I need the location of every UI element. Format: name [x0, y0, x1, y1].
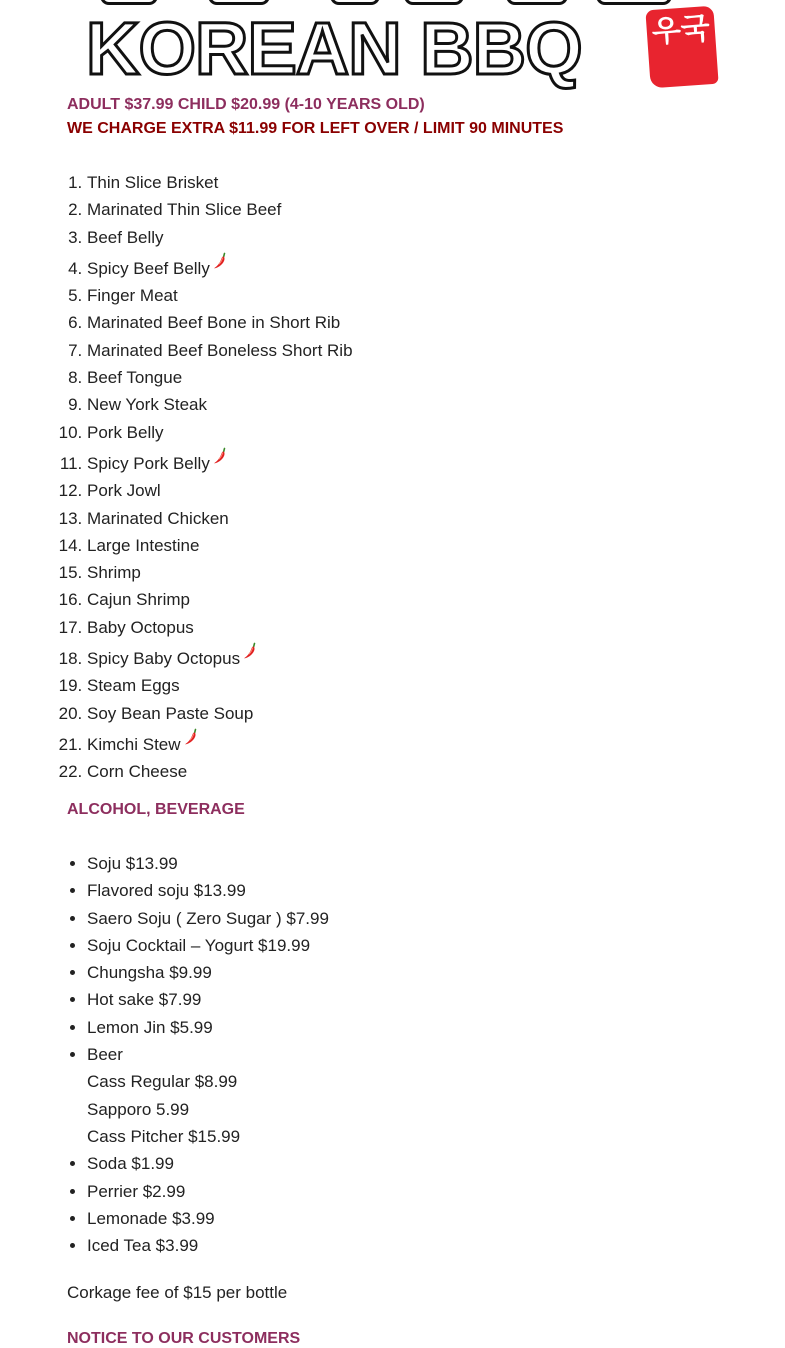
beverage-section-title: ALCOHOL, BEVERAGE — [67, 801, 245, 818]
beverage-item — [87, 986, 329, 1013]
menu-item — [87, 419, 353, 446]
chili-pepper-icon — [242, 641, 258, 659]
menu-item-label: Kimchi Stew — [87, 734, 181, 754]
menu-item — [87, 559, 353, 586]
beverage-item — [87, 905, 329, 932]
menu-item-label: Spicy Beef Belly — [87, 258, 210, 278]
menu-item — [87, 672, 353, 699]
beverage-item-label: Perrier $2.99 — [87, 1181, 186, 1201]
menu-item — [87, 532, 353, 559]
menu-item — [87, 505, 353, 532]
menu-item-label: Large Intestine — [87, 535, 200, 555]
menu-item-label: Marinated Thin Slice Beef — [87, 200, 282, 220]
menu-item — [87, 446, 353, 477]
menu-list — [87, 169, 353, 786]
menu-item — [87, 477, 353, 504]
chili-pepper-icon — [212, 446, 228, 464]
beverage-item — [87, 1178, 329, 1205]
beverage-item — [87, 932, 329, 959]
menu-item — [87, 282, 353, 309]
beverage-item-label: Soju $13.99 — [87, 854, 178, 873]
notice-title: NOTICE TO OUR CUSTOMERS — [67, 1330, 301, 1347]
menu-item-label: Soy Bean Paste Soup — [87, 703, 254, 723]
menu-item — [87, 309, 353, 336]
menu-item-label: New York Steak — [87, 395, 208, 415]
beverage-item — [87, 877, 329, 904]
menu-item — [87, 586, 353, 613]
menu-item — [87, 700, 353, 727]
beverage-item-label: Chungsha $9.99 — [87, 963, 212, 983]
menu-item-label: Beef Tongue — [87, 368, 183, 388]
menu-item-label: Spicy Pork Belly — [87, 453, 210, 473]
restaurant-logo — [86, 0, 718, 92]
chili-pepper-icon — [212, 251, 228, 269]
beverage-item — [87, 1150, 329, 1177]
menu-item-label: Spicy Baby Octopus — [87, 649, 241, 669]
beverage-item-label: Lemon Jin $5.99 — [87, 1017, 213, 1037]
beverage-item — [87, 850, 329, 877]
beverage-item — [87, 1014, 329, 1041]
beverage-item-label: Soda $1.99 — [87, 1154, 174, 1174]
menu-item-label: Cajun Shrimp — [87, 590, 190, 610]
menu-item-label: Finger Meat — [87, 286, 178, 306]
menu-item — [87, 224, 353, 251]
beverage-item-label: Soju Cocktail – Yogurt $19.99 — [87, 935, 311, 955]
beverage-list — [87, 850, 329, 1259]
charge-note: WE CHARGE EXTRA $11.99 FOR LEFT OVER / LIMIT 90 MINUTES — [67, 120, 564, 137]
menu-item-label: Shrimp — [87, 563, 141, 583]
menu-item-label: Steam Eggs — [87, 676, 180, 696]
menu-item-label: Thin Slice Brisket — [87, 173, 219, 192]
beverage-item-label: Lemonade $3.99 — [87, 1208, 215, 1228]
menu-item-label: Pork Belly — [87, 422, 164, 442]
menu-item — [87, 337, 353, 364]
menu-item — [87, 169, 353, 196]
beverage-subitem: Cass Pitcher $15.99 — [87, 1126, 241, 1146]
logo-top-fragment — [86, 0, 718, 4]
menu-item — [87, 641, 353, 672]
menu-item — [87, 196, 353, 223]
logo-badge: 우국 — [645, 6, 718, 89]
menu-item — [87, 758, 353, 785]
corkage-note: Corkage fee of $15 per bottle — [67, 1283, 288, 1302]
logo-wordmark: KOREAN BBQ — [86, 7, 582, 90]
beverage-item — [87, 1041, 329, 1150]
menu-item-label: Marinated Chicken — [87, 508, 229, 528]
beverage-item-label: Saero Soju ( Zero Sugar ) $7.99 — [87, 908, 329, 928]
beverage-item — [87, 959, 329, 986]
beverage-subitem: Cass Regular $8.99 — [87, 1072, 238, 1092]
menu-item-label: Corn Cheese — [87, 762, 188, 782]
menu-item — [87, 251, 353, 282]
chili-pepper-icon — [183, 727, 199, 745]
menu-item-label: Beef Belly — [87, 227, 164, 247]
menu-item — [87, 364, 353, 391]
menu-item — [87, 727, 353, 758]
menu-item-label: Baby Octopus — [87, 617, 194, 637]
beverage-item — [87, 1232, 329, 1259]
menu-item — [87, 614, 353, 641]
menu-item-label: Marinated Beef Boneless Short Rib — [87, 340, 353, 360]
beverage-item — [87, 1205, 329, 1232]
menu-item — [87, 391, 353, 418]
beverage-item-label: Iced Tea $3.99 — [87, 1236, 199, 1256]
beverage-item-label: Beer — [87, 1045, 123, 1065]
beverage-item-label: Flavored soju $13.99 — [87, 881, 246, 901]
menu-item-label: Pork Jowl — [87, 481, 161, 501]
beverage-subitem: Sapporo 5.99 — [87, 1099, 190, 1119]
price-line: ADULT $37.99 CHILD $20.99 (4-10 YEARS OLD) — [67, 96, 425, 113]
menu-item-label: Marinated Beef Bone in Short Rib — [87, 313, 341, 333]
beverage-item-label: Hot sake $7.99 — [87, 990, 202, 1010]
